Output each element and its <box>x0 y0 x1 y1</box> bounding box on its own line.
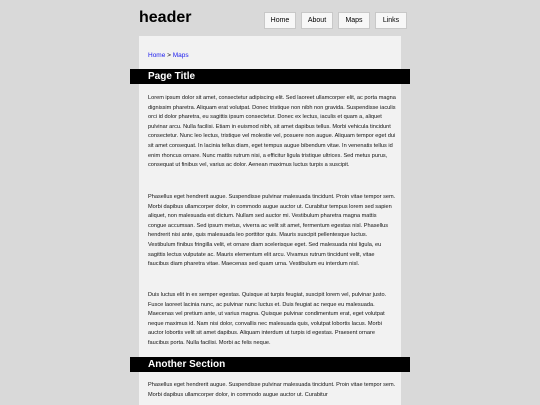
breadcrumb-maps-link[interactable]: Maps <box>172 52 189 59</box>
site-header <box>0 0 540 36</box>
section-heading-another: Another Section <box>130 357 410 372</box>
nav-about-button[interactable]: About <box>301 12 333 29</box>
paragraph: Phasellus eget hendrerit augue. Suspendisse pulvinar malesuada tincidunt. Proin vitae tempor sem. Morbi dapibus ullamcorper dolor, in commodo augue auctor ut. Curabitur <box>148 382 396 398</box>
site-logo: header <box>139 9 192 26</box>
main-nav <box>264 12 407 29</box>
paragraph: Duis luctus elit in ex semper egestas. Quisque at turpis feugiat, suscipit lorem vel, pulvinar justo. Fusce laoreet lacinia nunc, ac pulvinar nunc luctus et. Duis feugiat ac neque eu malesuada. Maecenas vel pretium ante, ut varius magna. Quisque pulvinar condimentum erat, eget volutpat neque maximus id. Nam nisi dolor, convallis nec malesuada quis, volutpat lobortis lacus. Morbi auctor lobortis velit sit amet dapibus. Aliquam interdum ut turpis id egestas. Praesent ornare faucibus porta. Nulla facilisi. Morbi ac felis neque. <box>148 292 387 346</box>
paragraph: Lorem ipsum dolor sit amet, consectetur adipiscing elit. Sed laoreet ullamcorper elit, ac porta magna dignissim pharetra. Aliquam erat volutpat. Donec tristique non nibh non gravida. Suspendisse iaculis orci id dolor pharetra, eu sagittis ipsum consectetur. Donec ex lectus, iaculis et quam a, aliquet pulvinar arcu. Nulla facilisi. Etiam in euismod nibh, sit amet dapibus tellus. Morbi vehicula tincidunt consectetur. Nunc leo lectus, tristique vel molestie vel, posuere non augue. Aliquam tempor eget dui sit amet consequat. In lacinia tellus diam, eget tempus augue bibendum vitae. In venenatis tellus id enim rhoncus ornare. Nunc mattis rutrum nisi, a efficitur ligula tristique ultrices. Sed metus purus, consequat ut finibus vel, varius ac dolor. Aenean maximus luctus turpis a suscipit. <box>148 95 396 169</box>
nav-links-button[interactable]: Links <box>375 12 407 29</box>
breadcrumb <box>148 52 189 59</box>
nav-home-button[interactable]: Home <box>264 12 296 29</box>
paragraph: Phasellus eget hendrerit augue. Suspendisse pulvinar malesuada tincidunt. Proin vitae tempor sem. Morbi dapibus ullamcorper dolor, in commodo augue auctor ut. Curabitur tempus lorem sed sapien aliquet, non malesuada est dictum. Nullam sed auctor mi. Vestibulum pharetra magna mattis congue accumsan. Sed ipsum metus, viverra ac velit sit amet, fermentum egestas nisl. Phasellus hendrerit nisi ante, quis malesuada leo porttitor quis. Mauris suscipit pellentesque luctus. Vestibulum finibus fringilla velit, et ornare diam scelerisque eget. Sed malesuada nisi ligula, eu sagittis lectus vulputate ac. Mauris elementum elit arcu. Vivamus rutrum tincidunt velit, vitae faucibus diam pharetra vitae. Maecenas sed quam urna. Vestibulum eu interdum nisl. <box>148 194 396 268</box>
page-title: Page Title <box>130 69 410 84</box>
breadcrumb-home-link[interactable]: Home <box>148 52 166 59</box>
breadcrumb-separator: > <box>165 52 173 59</box>
nav-maps-button[interactable]: Maps <box>338 12 370 29</box>
